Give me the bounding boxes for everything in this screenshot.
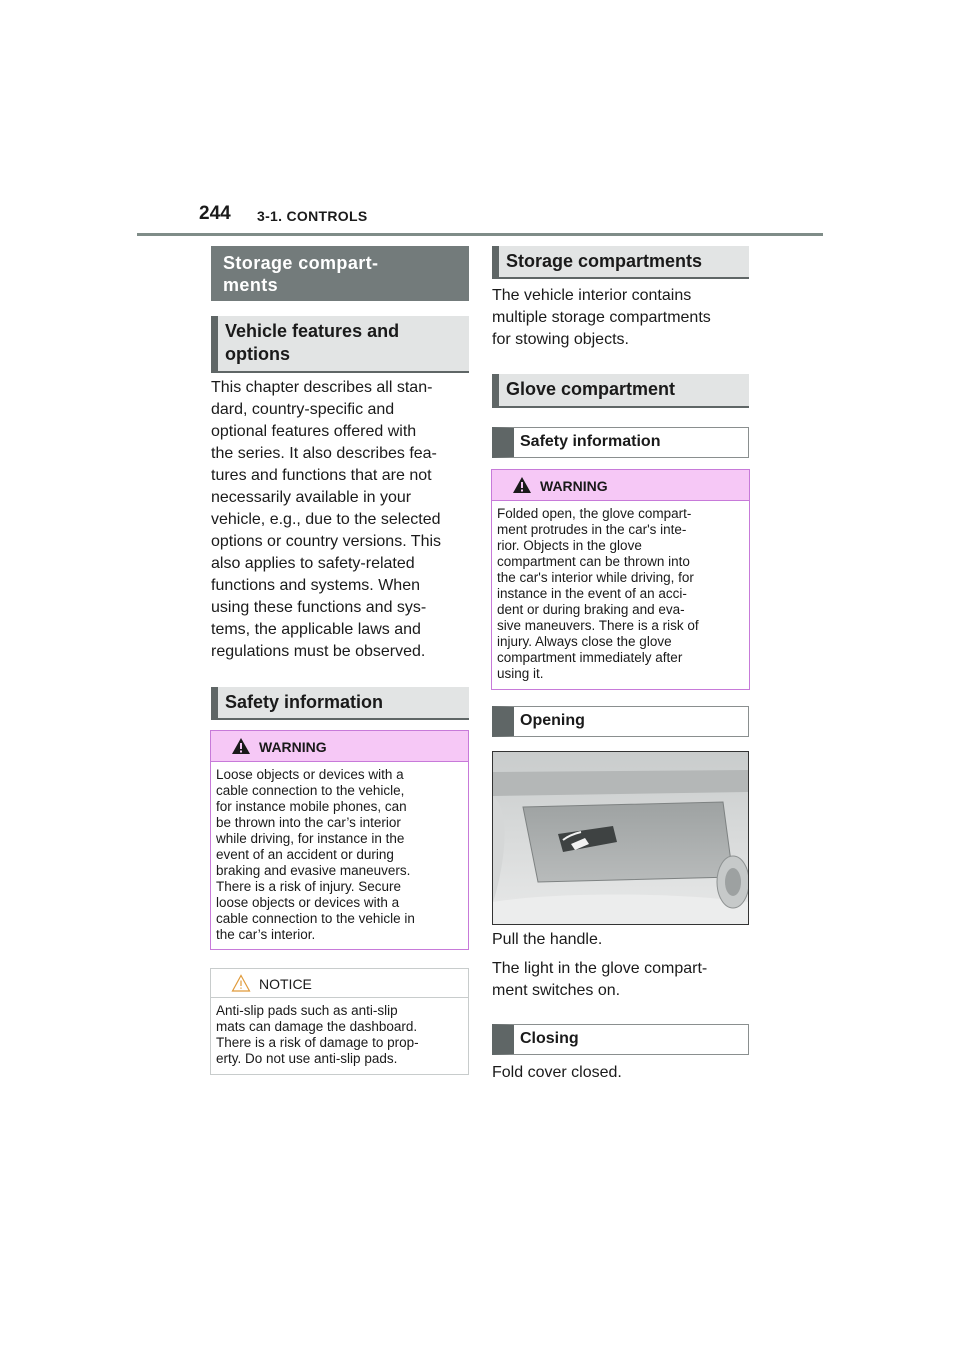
header-rule (137, 233, 823, 236)
section-title: 3-1. CONTROLS (257, 208, 368, 224)
warning-triangle-icon (231, 737, 251, 755)
storage-heading: Storage compartments (492, 246, 749, 279)
notice-bar (211, 969, 468, 998)
notice-label: NOTICE (259, 976, 312, 992)
safety-heading: Safety information (211, 687, 469, 720)
notice-box (210, 968, 469, 1075)
warning-bar (492, 470, 749, 501)
features-text: This chapter describes all stan- dard, country-specific and optional features offered with the series. It also describes fea- tures and functions that are not necessarily available in your vehicle, e.g., due to the selected options or country versions. This also applies to safety-related functions and systems. When using these functions and sys- tems, the applicable laws and regulations must be observed. (211, 379, 442, 660)
closing-text: Fold cover closed. (492, 1064, 622, 1081)
opening-heading: Opening (492, 706, 749, 737)
glove-warning-box (491, 469, 750, 690)
safety-subheading: Safety information (492, 427, 749, 458)
warning-triangle-icon (512, 476, 532, 494)
glove-compartment-illustration (493, 752, 748, 924)
glove-heading: Glove compartment (492, 374, 749, 408)
warning-box (210, 730, 469, 950)
opening-text-1: Pull the handle. (492, 931, 603, 948)
warning-label: WARNING (259, 739, 327, 755)
opening-text-2: The light in the glove compart- ment switches on. (492, 960, 708, 999)
warning-text: Loose objects or devices with a cable connection to the vehicle, for instance mobile phones, can be thrown into the car’s interior while driving, for instance in the event of an accident or during braking and evasive maneuvers. There is a risk of injury. Secure loose objects or devices with a cable connection to the vehicle in the car’s interior. (216, 767, 415, 942)
storage-text: The vehicle interior contains multiple storage compartments for stowing objects. (492, 287, 711, 348)
notice-text: Anti-slip pads such as anti-slip mats can damage the dashboard. There is a risk of damage to prop- erty. Do not use anti-slip pads. (216, 1003, 419, 1066)
glove-compartment-photo (492, 751, 749, 925)
warning-label: WARNING (540, 478, 608, 494)
notice-triangle-icon (231, 974, 251, 992)
warning-text: Folded open, the glove compart- ment protrudes in the car's inte- rior. Objects in the glove compartment can be thrown into the car's interior while driving, for instance in the event of an acci- dent or during braking and eva- sive maneuvers. There is a risk of injury. Always close the glove compartment immediately after using it. (497, 506, 699, 681)
warning-bar (211, 731, 468, 762)
closing-heading: Closing (492, 1024, 749, 1055)
page-number: 244 (199, 203, 231, 224)
features-heading: Vehicle features and options (211, 316, 469, 373)
chapter-title: Storage compart- ments (211, 246, 469, 301)
